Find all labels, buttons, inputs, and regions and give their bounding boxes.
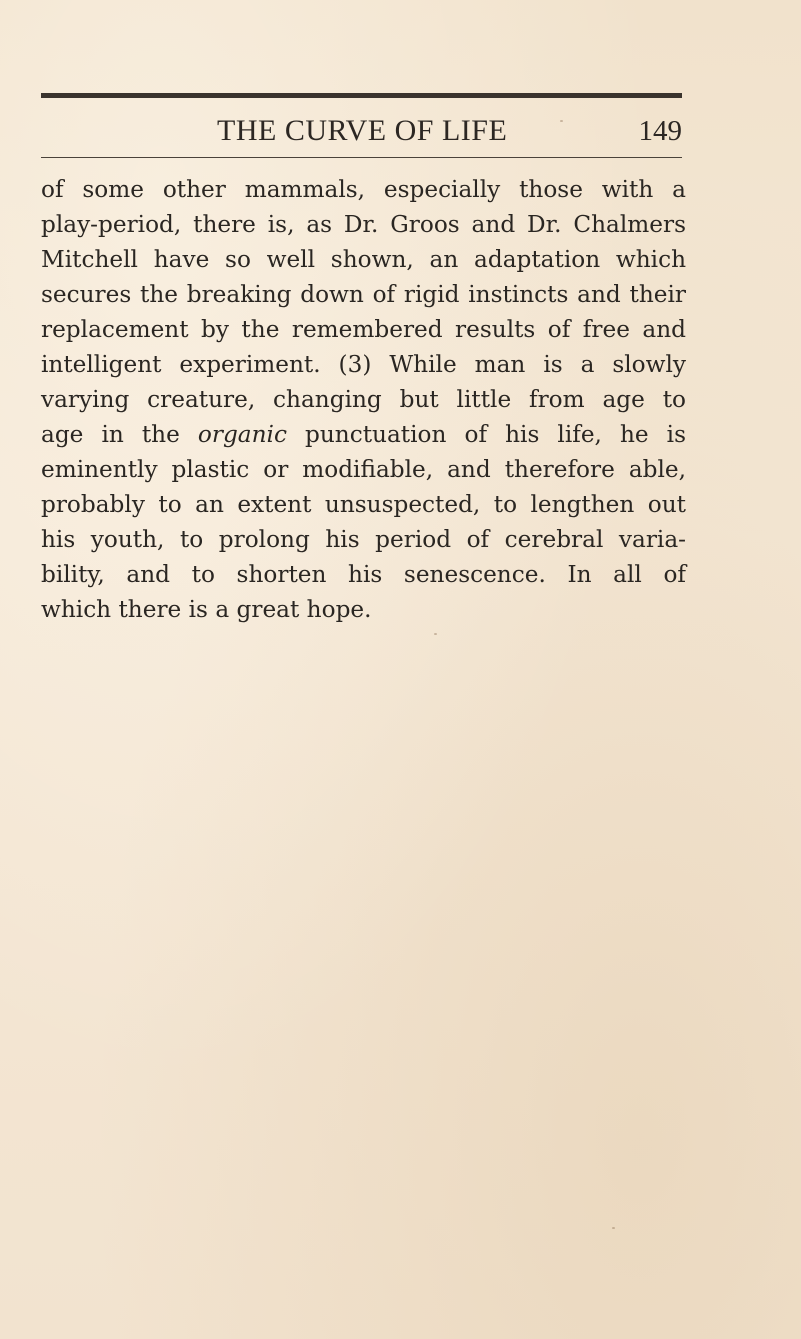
text-segment: punctuation of his life, he is [286,421,686,448]
text-line: eminently plastic or modifiable, and therefore able, [41,456,686,483]
body-paragraph [41,172,686,627]
page-number: 149 [638,115,682,147]
emphasized-word: organic [197,421,287,448]
paper-speck [434,633,437,635]
text-line: intelligent experiment. (3) While man is a slowly [41,351,686,378]
text-line: bility, and to shorten his senescence. In all of [41,561,686,588]
text-line: his youth, to prolong his period of cerebral varia- [41,526,686,553]
text-line: Mitchell have so well shown, an adaptation which [41,246,686,273]
text-line: play-period, there is, as Dr. Groos and Dr. Chalmers [41,211,686,238]
text-segment: age in the [41,421,198,448]
text-line: probably to an extent unsuspected, to lengthen out [41,491,686,518]
text-line: replacement by the remembered results of free and [41,316,686,343]
paper-speck [612,1227,615,1229]
top-rule [41,93,682,98]
paper-speck [560,120,563,122]
text-line: varying creature, changing but little from age to [41,386,686,413]
text-line [41,417,686,452]
running-title: THE CURVE OF LIFE [217,114,508,147]
text-line: secures the breaking down of rigid instincts and their [41,281,686,308]
text-line: which there is a great hope. [41,596,372,623]
running-head [41,108,682,152]
text-line: of some other mammals, especially those with a [41,176,686,203]
head-rule [41,157,682,158]
